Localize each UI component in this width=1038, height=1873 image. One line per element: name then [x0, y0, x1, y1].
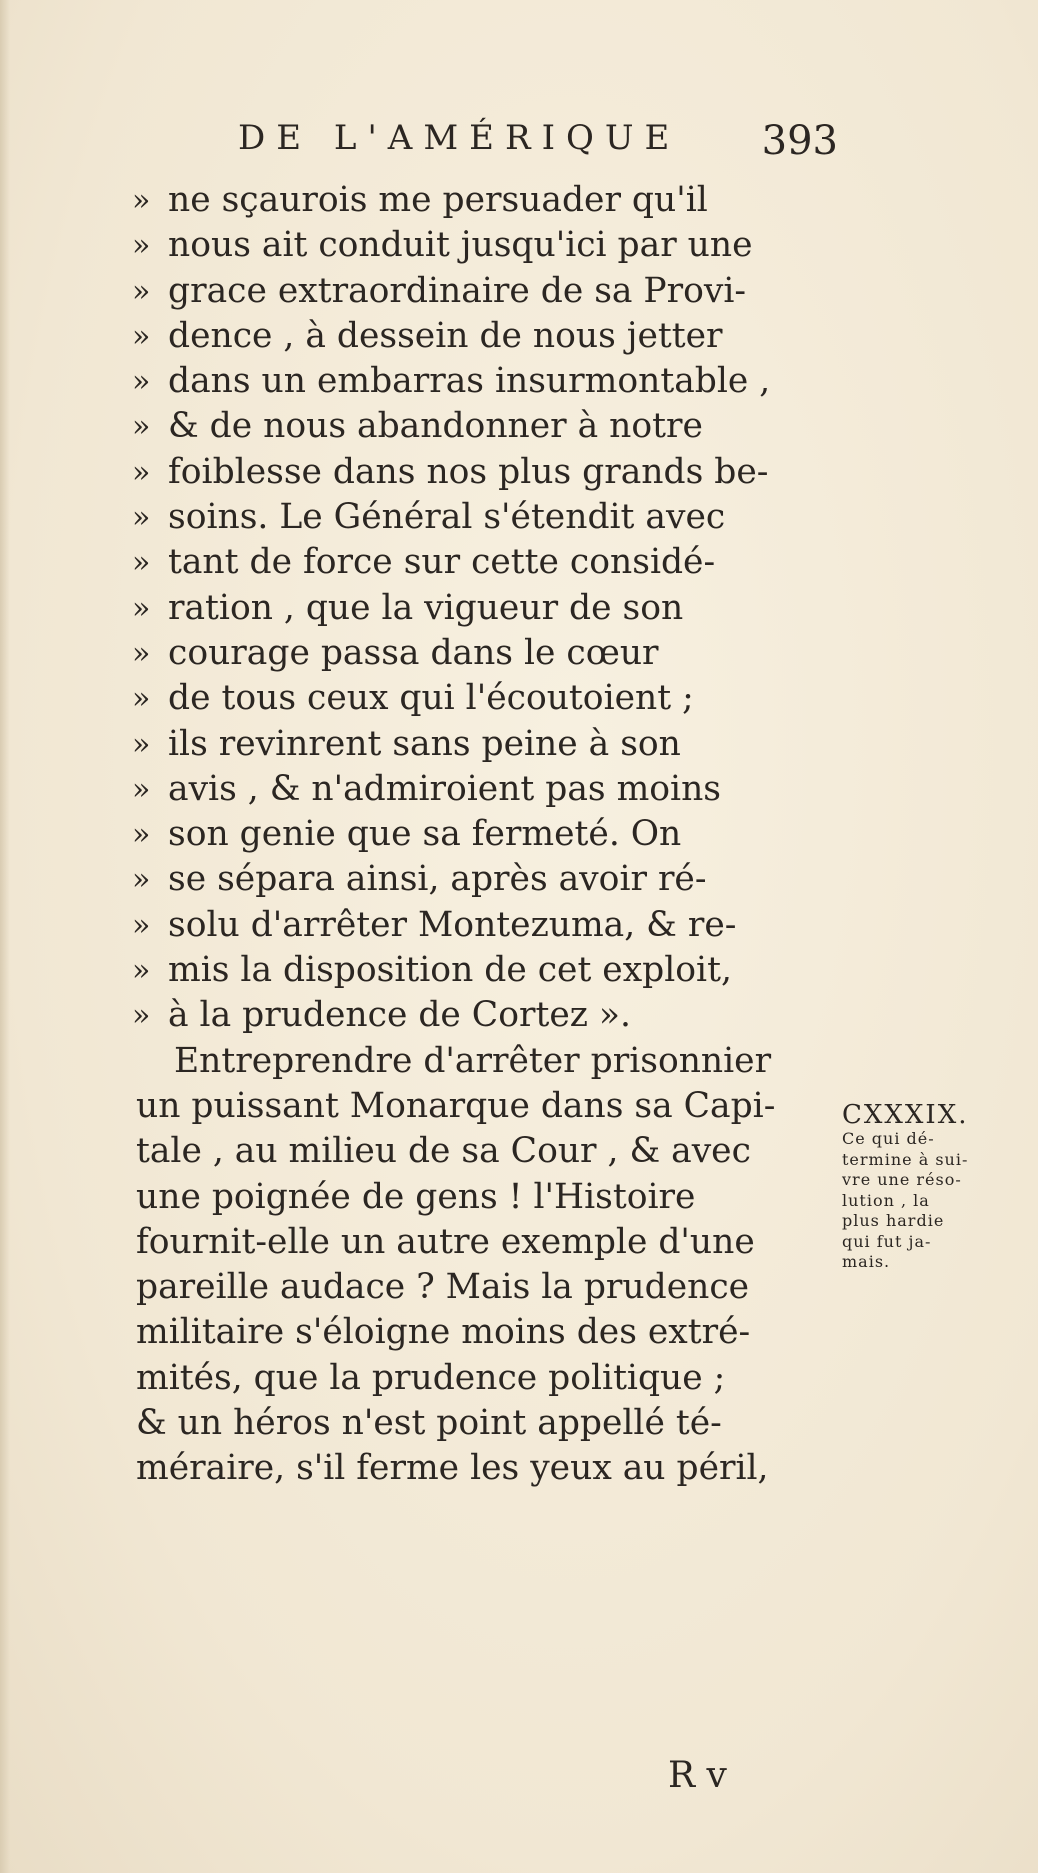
line-text: se sépara ainsi, après avoir ré-: [168, 859, 707, 900]
quote-mark: »: [132, 862, 151, 898]
line-text: à la prudence de Cortez ».: [168, 995, 631, 1036]
quote-mark: »: [132, 635, 151, 671]
line-text: militaire s'éloigne moins des extré-: [136, 1312, 751, 1353]
margin-note-line: lution , la: [842, 1190, 930, 1210]
quote-mark: »: [132, 228, 151, 264]
line-text: soins. Le Général s'étendit avec: [168, 497, 726, 538]
text-line: [132, 857, 840, 902]
page-header: [238, 118, 838, 178]
margin-note-line: qui fut ja-: [842, 1231, 932, 1251]
quote-mark: »: [132, 953, 151, 989]
text-line: [132, 631, 840, 676]
text-line: [132, 586, 840, 631]
line-text: une poignée de gens ! l'Histoire: [136, 1176, 696, 1217]
text-line: [132, 1129, 840, 1174]
line-text: tant de force sur cette considé-: [168, 542, 716, 583]
margin-note-line: Ce qui dé-: [842, 1129, 935, 1148]
margin-note-text: [842, 1129, 1022, 1273]
text-line: [132, 540, 840, 585]
line-text: dence , à dessein de nous jetter: [168, 315, 723, 356]
margin-note-line: plus hardie: [842, 1211, 945, 1230]
text-line: [132, 1356, 840, 1401]
quote-mark: »: [132, 454, 151, 490]
quote-mark: »: [132, 318, 151, 354]
margin-note-line: mais.: [842, 1252, 891, 1271]
quote-mark: »: [132, 500, 151, 536]
text-line: [132, 1220, 840, 1265]
paragraph: [132, 1039, 840, 1492]
text-line: [132, 1446, 840, 1491]
text-line: [132, 1175, 840, 1220]
text-line: [132, 404, 840, 449]
quote-mark: »: [132, 771, 151, 807]
line-text: nous ait conduit jusqu'ici par une: [168, 225, 753, 266]
quote-mark: »: [132, 817, 151, 853]
margin-note: [842, 1100, 1022, 1273]
text-line: [132, 314, 840, 359]
line-text: grace extraordinaire de sa Provi-: [168, 270, 747, 311]
quote-mark: »: [132, 590, 151, 626]
line-text: courage passa dans le cœur: [168, 632, 659, 673]
margin-note-line: vre une réso-: [842, 1170, 962, 1189]
line-text: ne sçaurois me persuader qu'il: [168, 180, 708, 220]
line-text: Entreprendre d'arrêter prisonnier: [174, 1040, 772, 1081]
body-text: [132, 178, 840, 1492]
line-text: mités, que la prudence politique ;: [136, 1357, 726, 1398]
text-line: [132, 948, 840, 993]
line-text: & un héros n'est point appellé té-: [136, 1403, 722, 1444]
line-text: de tous ceux qui l'écoutoient ;: [168, 678, 694, 719]
quote-mark: »: [132, 364, 151, 400]
line-text: pareille audace ? Mais la prudence: [136, 1267, 750, 1308]
text-line: [132, 1039, 840, 1084]
line-text: un puissant Monarque dans sa Capi-: [136, 1085, 776, 1126]
quote-mark: »: [132, 998, 151, 1034]
text-line: [132, 812, 840, 857]
text-line: [132, 903, 840, 948]
quote-mark: »: [132, 907, 151, 943]
signature-mark: R v: [668, 1755, 727, 1796]
line-text: foiblesse dans nos plus grands be-: [168, 451, 769, 492]
line-text: & de nous abandonner à notre: [168, 406, 703, 447]
text-line: [132, 495, 840, 540]
text-line: [132, 676, 840, 721]
line-text: son genie que sa fermeté. On: [168, 814, 682, 855]
text-line: [132, 722, 840, 767]
line-text: dans un embarras insurmontable ,: [168, 361, 771, 402]
line-text: mis la disposition de cet exploit,: [168, 950, 732, 991]
text-line: [132, 1401, 840, 1446]
quoted-passage: [132, 178, 840, 1039]
text-line: [132, 1265, 840, 1310]
text-line: [132, 993, 840, 1038]
margin-note-line: termine à sui-: [842, 1149, 969, 1169]
text-line: [132, 178, 840, 223]
running-head: DE L'AMÉRIQUE: [238, 118, 681, 158]
line-text: solu d'arrêter Montezuma, & re-: [168, 904, 737, 945]
quote-mark: »: [132, 681, 151, 717]
line-text: méraire, s'il ferme les yeux au péril,: [136, 1448, 769, 1489]
quote-mark: »: [132, 183, 151, 218]
line-text: tale , au milieu de sa Cour , & avec: [136, 1131, 751, 1172]
line-text: fournit-elle un autre exemple d'une: [136, 1221, 755, 1262]
text-line: [132, 1084, 840, 1129]
text-line: [132, 223, 840, 268]
margin-note-number: CXXXIX.: [842, 1100, 969, 1130]
quote-mark: »: [132, 545, 151, 581]
quote-mark: »: [132, 409, 151, 445]
text-line: [132, 269, 840, 314]
text-line: [132, 1310, 840, 1355]
text-line: [132, 450, 840, 495]
text-line: [132, 359, 840, 404]
page-gutter-shadow: [0, 0, 10, 1873]
line-text: ils revinrent sans peine à son: [168, 723, 681, 764]
line-text: avis , & n'admiroient pas moins: [168, 768, 722, 809]
quote-mark: »: [132, 273, 151, 309]
text-line: [132, 767, 840, 812]
quote-mark: »: [132, 726, 151, 762]
page-number: 393: [761, 118, 838, 164]
line-text: ration , que la vigueur de son: [168, 587, 684, 628]
